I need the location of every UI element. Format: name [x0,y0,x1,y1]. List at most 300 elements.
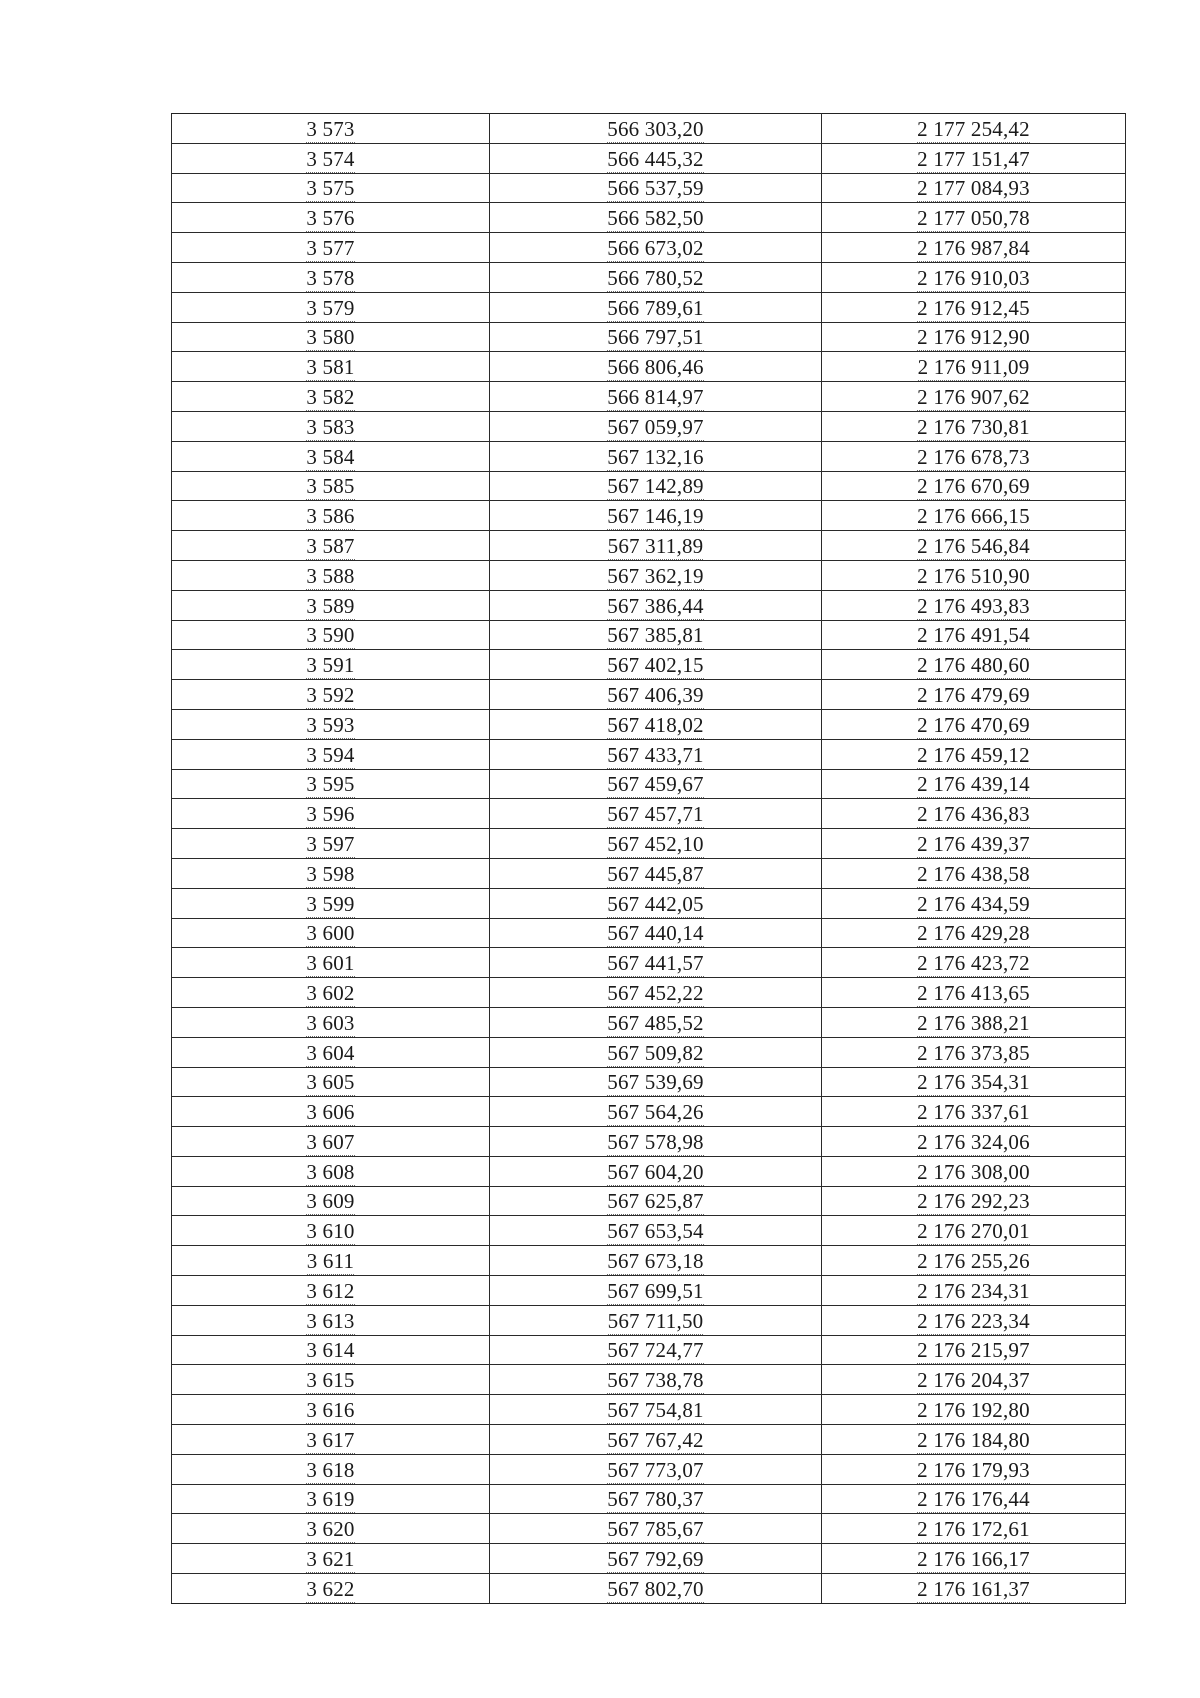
cell-text: 3 621 [306,1547,355,1572]
point-number-cell [172,1305,490,1335]
y-coordinate-cell [822,620,1126,650]
y-coordinate-cell [822,1484,1126,1514]
cell-text: 567 653,54 [607,1219,704,1244]
y-coordinate-cell [822,739,1126,769]
x-coordinate-cell [490,1484,822,1514]
cell-text: 3 620 [306,1517,355,1542]
x-coordinate-cell [490,918,822,948]
x-coordinate-cell [490,1335,822,1365]
y-coordinate-cell [822,203,1126,233]
cell-text: 566 673,02 [607,235,704,260]
y-coordinate-cell [822,590,1126,620]
cell-text: 2 176 439,37 [917,831,1030,856]
cell-text: 567 767,42 [607,1427,704,1452]
point-number-cell [172,292,490,322]
point-number-cell [172,888,490,918]
x-coordinate-cell [490,1007,822,1037]
table-row [172,1544,1126,1574]
x-coordinate-cell [490,471,822,501]
point-number-cell [172,799,490,829]
cell-text: 2 176 911,09 [917,355,1030,380]
cell-text: 2 176 438,58 [917,861,1030,886]
cell-text: 567 442,05 [607,891,704,916]
x-coordinate-cell [490,590,822,620]
cell-text: 3 574 [306,146,355,171]
point-number-cell [172,1365,490,1395]
x-coordinate-cell [490,680,822,710]
y-coordinate-cell [822,1097,1126,1127]
point-number-cell [172,1037,490,1067]
y-coordinate-cell [822,829,1126,859]
point-number-cell [172,1276,490,1306]
cell-text: 2 176 459,12 [917,742,1030,767]
x-coordinate-cell [490,143,822,173]
cell-text: 567 406,39 [607,682,704,707]
cell-text: 2 177 151,47 [917,146,1030,171]
table-row [172,829,1126,859]
table-row [172,620,1126,650]
cell-text: 3 593 [306,712,355,737]
table-row [172,680,1126,710]
cell-text: 3 585 [306,474,355,499]
point-number-cell [172,1454,490,1484]
cell-text: 567 711,50 [607,1308,704,1333]
y-coordinate-cell [822,352,1126,382]
x-coordinate-cell [490,233,822,263]
cell-text: 2 176 510,90 [917,563,1030,588]
x-coordinate-cell [490,352,822,382]
table-row [172,471,1126,501]
cell-text: 3 609 [306,1189,355,1214]
point-number-cell [172,1544,490,1574]
cell-text: 2 176 373,85 [917,1040,1030,1065]
y-coordinate-cell [822,114,1126,144]
y-coordinate-cell [822,1454,1126,1484]
y-coordinate-cell [822,769,1126,799]
y-coordinate-cell [822,1037,1126,1067]
cell-text: 2 176 439,14 [917,772,1030,797]
cell-text: 567 457,71 [607,802,704,827]
cell-text: 3 616 [306,1398,355,1423]
point-number-cell [172,531,490,561]
y-coordinate-cell [822,1335,1126,1365]
cell-text: 2 176 912,45 [917,295,1030,320]
cell-text: 3 604 [306,1040,355,1065]
cell-text: 2 176 434,59 [917,891,1030,916]
point-number-cell [172,709,490,739]
cell-text: 2 177 084,93 [917,176,1030,201]
cell-text: 2 176 270,01 [917,1219,1030,1244]
table-row [172,322,1126,352]
x-coordinate-cell [490,560,822,590]
cell-text: 567 509,82 [607,1040,704,1065]
cell-text: 2 176 413,65 [917,980,1030,1005]
table-row [172,978,1126,1008]
x-coordinate-cell [490,620,822,650]
table-row [172,1037,1126,1067]
point-number-cell [172,114,490,144]
point-number-cell [172,501,490,531]
cell-text: 2 176 215,97 [917,1338,1030,1363]
cell-text: 2 176 907,62 [917,384,1030,409]
cell-text: 3 586 [306,504,355,529]
cell-text: 3 579 [306,295,355,320]
x-coordinate-cell [490,203,822,233]
x-coordinate-cell [490,1067,822,1097]
point-number-cell [172,1395,490,1425]
table-row [172,918,1126,948]
point-number-cell [172,590,490,620]
cell-text: 3 603 [306,1010,355,1035]
cell-text: 567 440,14 [607,921,704,946]
cell-text: 3 596 [306,802,355,827]
x-coordinate-cell [490,382,822,412]
cell-text: 567 738,78 [607,1368,704,1393]
point-number-cell [172,471,490,501]
cell-text: 3 619 [306,1487,355,1512]
coordinates-table-body [172,114,1126,1604]
cell-text: 567 802,70 [607,1576,704,1601]
cell-text: 3 581 [306,355,355,380]
x-coordinate-cell [490,501,822,531]
point-number-cell [172,441,490,471]
cell-text: 566 445,32 [607,146,704,171]
cell-text: 567 132,16 [607,444,704,469]
cell-text: 2 176 479,69 [917,682,1030,707]
cell-text: 3 612 [306,1278,355,1303]
cell-text: 3 584 [306,444,355,469]
table-row [172,1335,1126,1365]
cell-text: 2 176 987,84 [917,235,1030,260]
x-coordinate-cell [490,1186,822,1216]
x-coordinate-cell [490,978,822,1008]
cell-text: 2 176 666,15 [917,504,1030,529]
cell-text: 3 588 [306,563,355,588]
table-row [172,1127,1126,1157]
point-number-cell [172,769,490,799]
cell-text: 2 176 192,80 [917,1398,1030,1423]
cell-text: 2 176 678,73 [917,444,1030,469]
cell-text: 2 176 179,93 [917,1457,1030,1482]
cell-text: 2 176 429,28 [917,921,1030,946]
x-coordinate-cell [490,769,822,799]
cell-text: 566 814,97 [607,384,704,409]
cell-text: 567 402,15 [607,653,704,678]
cell-text: 2 176 436,83 [917,802,1030,827]
point-number-cell [172,173,490,203]
cell-text: 3 575 [306,176,355,201]
x-coordinate-cell [490,1246,822,1276]
y-coordinate-cell [822,1365,1126,1395]
x-coordinate-cell [490,1097,822,1127]
x-coordinate-cell [490,531,822,561]
table-row [172,262,1126,292]
x-coordinate-cell [490,1574,822,1604]
cell-text: 3 597 [306,831,355,856]
cell-text: 567 146,19 [607,504,704,529]
point-number-cell [172,1484,490,1514]
table-row [172,441,1126,471]
cell-text: 3 601 [306,951,355,976]
table-row [172,1454,1126,1484]
point-number-cell [172,1186,490,1216]
y-coordinate-cell [822,501,1126,531]
x-coordinate-cell [490,441,822,471]
cell-text: 567 142,89 [607,474,704,499]
cell-text: 3 611 [306,1249,355,1274]
cell-text: 2 176 166,17 [917,1547,1030,1572]
cell-text: 2 176 910,03 [917,265,1030,290]
cell-text: 3 582 [306,384,355,409]
cell-text: 3 587 [306,533,355,558]
x-coordinate-cell [490,411,822,441]
point-number-cell [172,1156,490,1186]
cell-text: 2 176 292,23 [917,1189,1030,1214]
cell-text: 3 607 [306,1129,355,1154]
y-coordinate-cell [822,1007,1126,1037]
point-number-cell [172,650,490,680]
y-coordinate-cell [822,1216,1126,1246]
cell-text: 567 780,37 [607,1487,704,1512]
cell-text: 2 176 204,37 [917,1368,1030,1393]
x-coordinate-cell [490,1425,822,1455]
y-coordinate-cell [822,1574,1126,1604]
x-coordinate-cell [490,1544,822,1574]
table-row [172,1395,1126,1425]
point-number-cell [172,1335,490,1365]
y-coordinate-cell [822,560,1126,590]
cell-text: 567 785,67 [607,1517,704,1542]
cell-text: 2 176 223,34 [917,1308,1030,1333]
x-coordinate-cell [490,1156,822,1186]
y-coordinate-cell [822,233,1126,263]
cell-text: 567 418,02 [607,712,704,737]
cell-text: 3 580 [306,325,355,350]
cell-text: 567 059,97 [607,414,704,439]
table-row [172,1186,1126,1216]
cell-text: 2 176 670,69 [917,474,1030,499]
cell-text: 3 591 [306,653,355,678]
y-coordinate-cell [822,1127,1126,1157]
cell-text: 2 176 172,61 [917,1517,1030,1542]
cell-text: 567 441,57 [607,951,704,976]
cell-text: 2 176 184,80 [917,1427,1030,1452]
point-number-cell [172,203,490,233]
y-coordinate-cell [822,1544,1126,1574]
table-row [172,114,1126,144]
y-coordinate-cell [822,1246,1126,1276]
y-coordinate-cell [822,1067,1126,1097]
table-row [172,799,1126,829]
point-number-cell [172,1216,490,1246]
cell-text: 3 594 [306,742,355,767]
cell-text: 567 445,87 [607,861,704,886]
cell-text: 567 564,26 [607,1100,704,1125]
y-coordinate-cell [822,262,1126,292]
cell-text: 567 452,10 [607,831,704,856]
point-number-cell [172,411,490,441]
table-row [172,1425,1126,1455]
cell-text: 567 724,77 [607,1338,704,1363]
cell-text: 2 176 470,69 [917,712,1030,737]
table-row [172,1216,1126,1246]
cell-text: 2 177 050,78 [917,206,1030,231]
cell-text: 3 608 [306,1159,355,1184]
cell-text: 2 176 480,60 [917,653,1030,678]
cell-text: 2 176 234,31 [917,1278,1030,1303]
table-row [172,590,1126,620]
cell-text: 3 573 [306,116,355,141]
y-coordinate-cell [822,441,1126,471]
y-coordinate-cell [822,948,1126,978]
y-coordinate-cell [822,1276,1126,1306]
table-row [172,501,1126,531]
x-coordinate-cell [490,1216,822,1246]
table-row [172,292,1126,322]
point-number-cell [172,739,490,769]
point-number-cell [172,382,490,412]
cell-text: 567 773,07 [607,1457,704,1482]
table-row [172,560,1126,590]
point-number-cell [172,1514,490,1544]
x-coordinate-cell [490,1037,822,1067]
table-row [172,1484,1126,1514]
cell-text: 3 578 [306,265,355,290]
x-coordinate-cell [490,1305,822,1335]
table-row [172,1276,1126,1306]
cell-text: 3 613 [306,1308,355,1333]
cell-text: 3 599 [306,891,355,916]
cell-text: 567 452,22 [607,980,704,1005]
table-row [172,1365,1126,1395]
point-number-cell [172,1425,490,1455]
cell-text: 2 176 493,83 [917,593,1030,618]
point-number-cell [172,620,490,650]
y-coordinate-cell [822,531,1126,561]
y-coordinate-cell [822,471,1126,501]
y-coordinate-cell [822,680,1126,710]
cell-text: 567 459,67 [607,772,704,797]
x-coordinate-cell [490,829,822,859]
y-coordinate-cell [822,888,1126,918]
cell-text: 566 789,61 [607,295,704,320]
table-row [172,650,1126,680]
x-coordinate-cell [490,173,822,203]
point-number-cell [172,858,490,888]
cell-text: 3 605 [306,1070,355,1095]
table-row [172,411,1126,441]
point-number-cell [172,322,490,352]
cell-text: 3 592 [306,682,355,707]
y-coordinate-cell [822,322,1126,352]
y-coordinate-cell [822,382,1126,412]
x-coordinate-cell [490,858,822,888]
table-row [172,739,1126,769]
table-row [172,1514,1126,1544]
cell-text: 2 176 730,81 [917,414,1030,439]
cell-text: 3 615 [306,1368,355,1393]
point-number-cell [172,233,490,263]
table-row [172,1246,1126,1276]
y-coordinate-cell [822,918,1126,948]
table-row [172,352,1126,382]
x-coordinate-cell [490,948,822,978]
table-row [172,858,1126,888]
x-coordinate-cell [490,1127,822,1157]
x-coordinate-cell [490,1365,822,1395]
cell-text: 3 598 [306,861,355,886]
table-row [172,1305,1126,1335]
cell-text: 567 362,19 [607,563,704,588]
cell-text: 2 176 388,21 [917,1010,1030,1035]
cell-text: 3 617 [306,1427,355,1452]
table-row [172,1574,1126,1604]
cell-text: 2 176 255,26 [917,1249,1030,1274]
cell-text: 566 806,46 [607,355,704,380]
y-coordinate-cell [822,1395,1126,1425]
cell-text: 567 311,89 [607,533,704,558]
table-row [172,233,1126,263]
point-number-cell [172,1574,490,1604]
cell-text: 567 385,81 [607,623,704,648]
x-coordinate-cell [490,888,822,918]
point-number-cell [172,143,490,173]
cell-text: 3 600 [306,921,355,946]
cell-text: 2 176 176,44 [917,1487,1030,1512]
x-coordinate-cell [490,709,822,739]
cell-text: 567 673,18 [607,1249,704,1274]
table-row [172,173,1126,203]
table-row [172,1156,1126,1186]
cell-text: 2 176 161,37 [917,1576,1030,1601]
y-coordinate-cell [822,411,1126,441]
y-coordinate-cell [822,650,1126,680]
point-number-cell [172,1246,490,1276]
table-row [172,203,1126,233]
table-row [172,769,1126,799]
cell-text: 2 176 308,00 [917,1159,1030,1184]
cell-text: 3 577 [306,235,355,260]
cell-text: 2 176 546,84 [917,533,1030,558]
cell-text: 567 433,71 [607,742,704,767]
x-coordinate-cell [490,114,822,144]
table-row [172,1097,1126,1127]
cell-text: 567 792,69 [607,1547,704,1572]
cell-text: 3 602 [306,980,355,1005]
y-coordinate-cell [822,1305,1126,1335]
y-coordinate-cell [822,292,1126,322]
coordinates-table [171,113,1126,1604]
cell-text: 3 610 [306,1219,355,1244]
cell-text: 566 582,50 [607,206,704,231]
x-coordinate-cell [490,1454,822,1484]
x-coordinate-cell [490,650,822,680]
x-coordinate-cell [490,1514,822,1544]
cell-text: 3 576 [306,206,355,231]
y-coordinate-cell [822,978,1126,1008]
x-coordinate-cell [490,739,822,769]
cell-text: 2 176 423,72 [917,951,1030,976]
cell-text: 2 177 254,42 [917,116,1030,141]
y-coordinate-cell [822,143,1126,173]
point-number-cell [172,948,490,978]
y-coordinate-cell [822,858,1126,888]
point-number-cell [172,978,490,1008]
cell-text: 3 583 [306,414,355,439]
cell-text: 567 604,20 [607,1159,704,1184]
cell-text: 2 176 324,06 [917,1129,1030,1154]
cell-text: 3 589 [306,593,355,618]
